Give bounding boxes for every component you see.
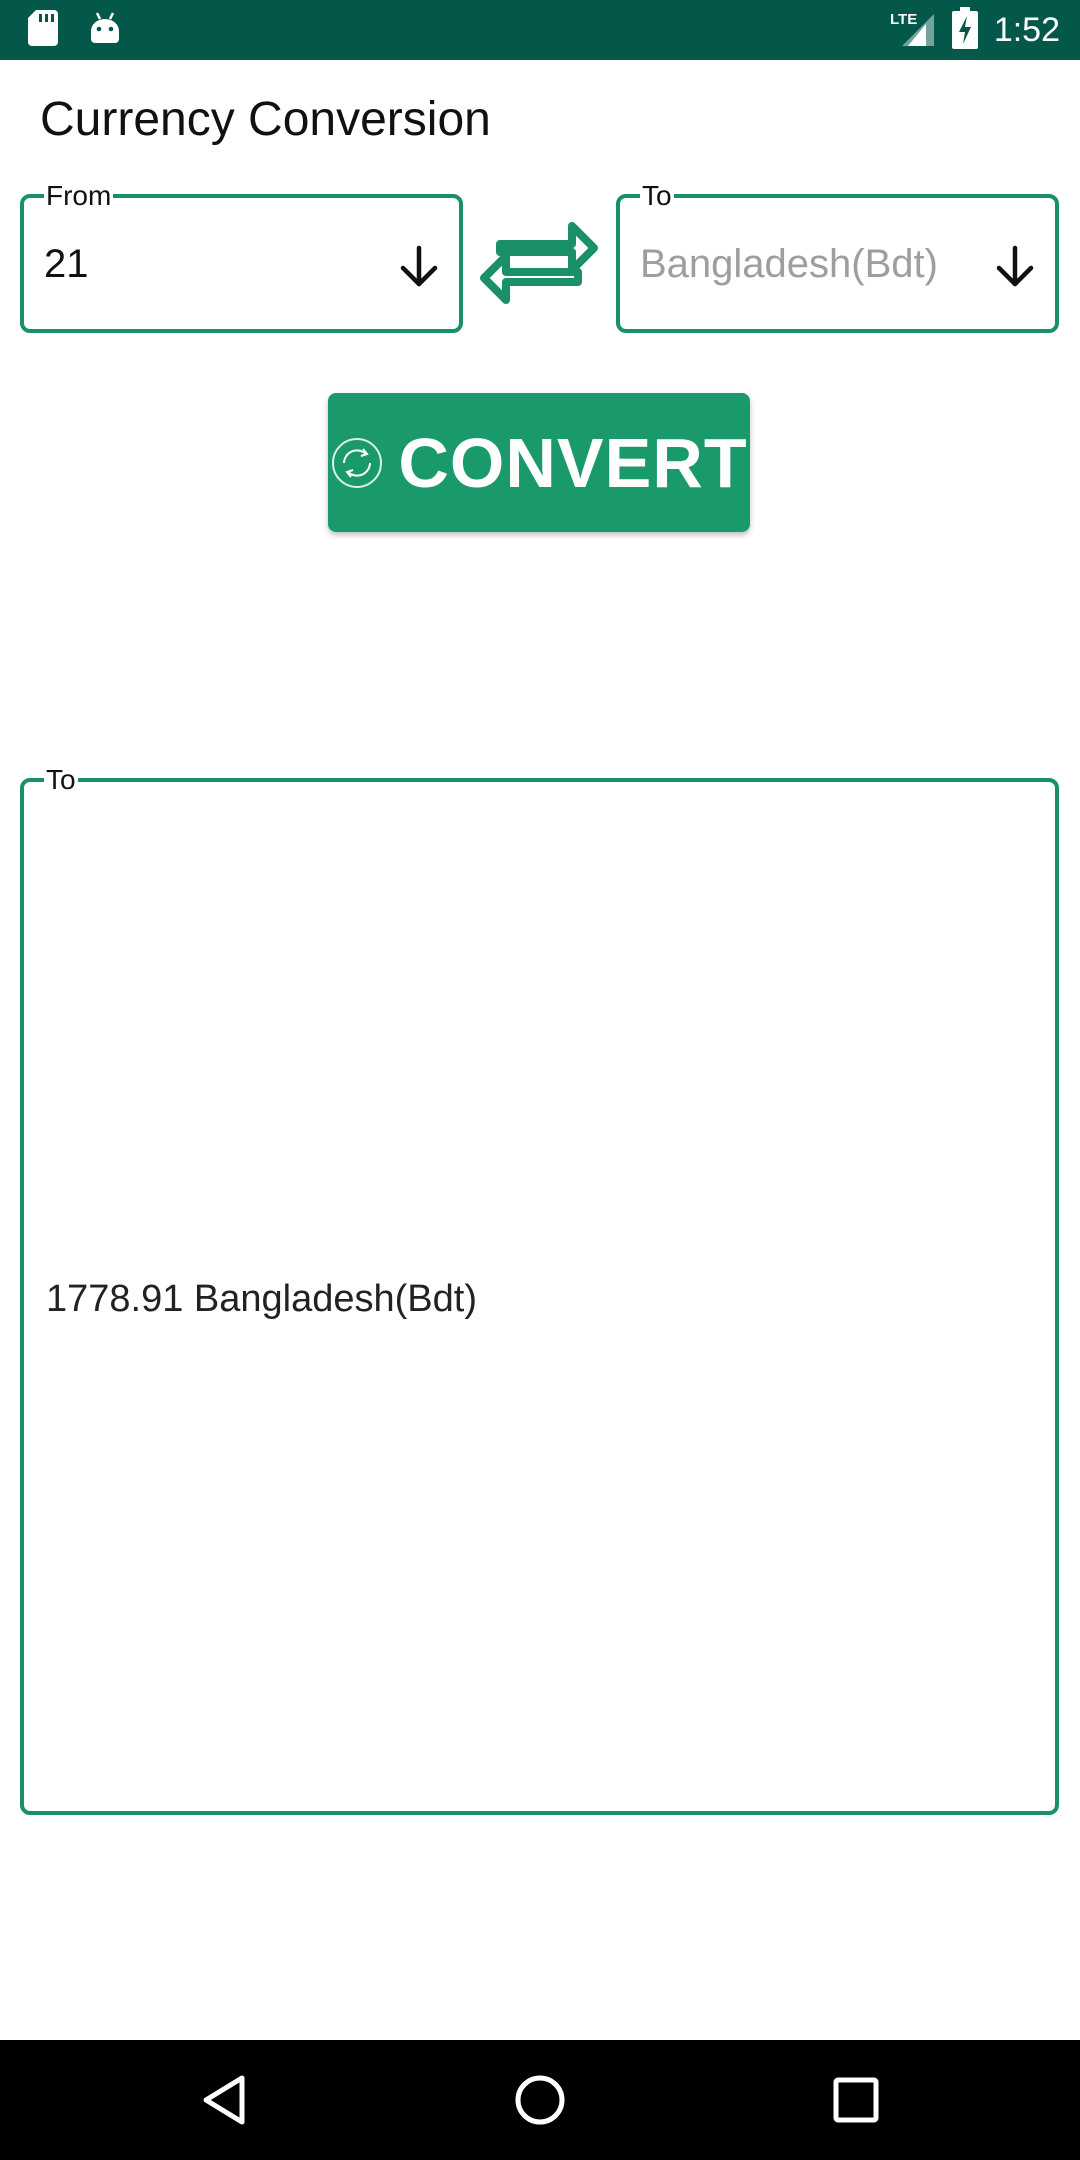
navigation-bar bbox=[0, 2040, 1080, 2160]
back-icon[interactable] bbox=[196, 2070, 256, 2130]
convert-button-label: CONVERT bbox=[398, 423, 748, 502]
network-type-label: LTE bbox=[889, 10, 918, 28]
status-time: 1:52 bbox=[993, 11, 1060, 49]
convert-button[interactable] bbox=[328, 393, 750, 532]
arrow-down-icon[interactable] bbox=[393, 240, 445, 292]
home-icon[interactable] bbox=[510, 2070, 570, 2130]
swap-arrows-icon[interactable] bbox=[478, 214, 600, 306]
from-amount-value[interactable]: 21 bbox=[44, 242, 89, 286]
to-currency-field[interactable] bbox=[616, 180, 1059, 333]
result-box-label: To bbox=[46, 764, 76, 795]
recents-icon[interactable] bbox=[826, 2070, 886, 2130]
battery-charging-icon bbox=[952, 7, 978, 54]
result-box bbox=[20, 764, 1059, 1815]
arrow-down-icon[interactable] bbox=[989, 240, 1041, 292]
from-field-label: From bbox=[46, 180, 112, 211]
sd-card-icon bbox=[28, 10, 58, 51]
lte-signal-icon bbox=[890, 8, 936, 53]
conversion-result: 1778.91 Bangladesh(Bdt) bbox=[46, 1278, 477, 1320]
refresh-icon bbox=[330, 436, 384, 490]
page-title: Currency Conversion bbox=[40, 93, 491, 146]
to-field-label: To bbox=[642, 180, 672, 211]
from-amount-field[interactable] bbox=[20, 180, 463, 333]
status-bar bbox=[0, 0, 1080, 60]
to-currency-value[interactable]: Bangladesh(Bdt) bbox=[640, 242, 938, 286]
android-icon bbox=[88, 11, 122, 50]
